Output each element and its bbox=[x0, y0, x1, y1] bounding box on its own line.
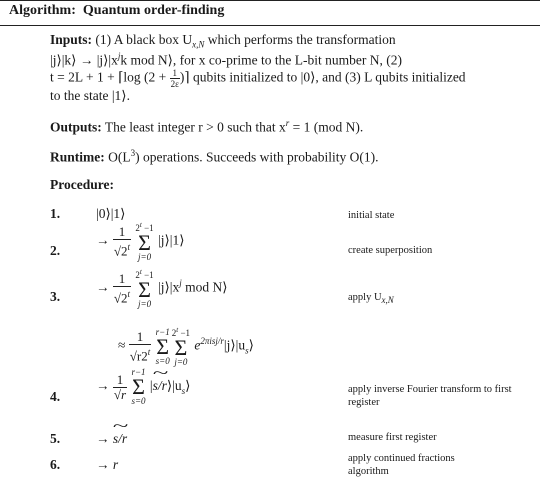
step-4-note: apply inverse Fourier transform to first register bbox=[348, 384, 512, 408]
step-4-sum: r−1 Σ s=0 bbox=[131, 367, 146, 406]
title-rule bbox=[0, 25, 540, 26]
step-3-approximation: ≈ $\frac{1}{√r2^t}$ r−1 Σ s=0 $2^t -1$ Σ j=0 $e^{2\pi isj/r}|j⟩|u_s⟩$ bbox=[118, 326, 254, 367]
runtime-label: Runtime: bbox=[50, 149, 105, 165]
algorithm-name: Quantum order-finding bbox=[82, 3, 225, 18]
outputs-line: Outputs: The least integer r > 0 such that $x^r = 1$ (mod N). bbox=[50, 118, 364, 135]
outputs-label: Outputs: bbox=[50, 119, 102, 135]
top-rule bbox=[0, 0, 540, 1]
step-2-note: create superposition bbox=[348, 245, 433, 256]
step-1-note: initial state bbox=[348, 210, 395, 221]
step-5-number: 5. bbox=[50, 431, 61, 446]
step-5-expression: → ~ s/r bbox=[96, 431, 127, 447]
approx-sum-s: r−1 Σ s=0 bbox=[155, 326, 170, 366]
step-3-fraction: $\frac{1}{√2^t}$ bbox=[113, 270, 131, 306]
inputs-label: Inputs: bbox=[50, 32, 93, 47]
step-1-expression: |0⟩|1⟩ bbox=[96, 206, 126, 221]
step-5-tilde: ~ s/r bbox=[113, 431, 127, 447]
step-3-expression: → $\frac{1}{√2^t}$ $2^t -1$ Σ j=0 $|j⟩|x^j$ mod N⟩ bbox=[96, 268, 228, 309]
step-4-fraction: $\frac{1}{√r}$ bbox=[113, 371, 127, 402]
step-3-number: 3. bbox=[50, 289, 61, 304]
epsilon-fraction: $\frac{1}{2\varepsilon}$ bbox=[170, 68, 179, 89]
step-4-expression: → $\frac{1}{√r}$ r−1 Σ s=0 |~ $s/r⟩|u_s⟩$ bbox=[96, 368, 190, 406]
step-6-note: apply continued fractions algorithm bbox=[348, 453, 455, 477]
step-2-sum: $2^t -1$ Σ j=0 bbox=[135, 221, 154, 262]
inputs-line-1: Inputs: (1) A black box $U_{x,N}$ which performs the transformation bbox=[50, 32, 396, 50]
inputs-line-2: |j⟩|k⟩ → $|j⟩|x^jk$ mod N⟩, for x co-prime to the L-bit number N, (2) bbox=[50, 51, 402, 68]
step-1-number: 1. bbox=[50, 206, 61, 221]
step-5-note: measure first register bbox=[348, 432, 437, 443]
inputs-line-3: t = 2L + 1 + ⌈log (2 + $\frac{1}{2\varepsilon}$ )⌉ qubits initialized to |0⟩, and (3) L qubits initialized bbox=[50, 68, 466, 89]
step-6-expression: → r bbox=[96, 457, 119, 472]
inputs-line-4: to the state |1⟩. bbox=[50, 88, 130, 103]
approx-sum-j: $2^t -1$ Σ j=0 bbox=[171, 326, 191, 367]
algorithm-title bbox=[9, 3, 224, 19]
algorithm-label: Algorithm: bbox=[9, 3, 76, 18]
step-2-fraction: $\frac{1}{√2^t}$ bbox=[113, 223, 131, 259]
approx-fraction: $\frac{1}{√r2^t}$ bbox=[129, 328, 151, 364]
step-6-number: 6. bbox=[50, 457, 61, 472]
step-2-number: 2. bbox=[50, 243, 61, 258]
step-2-expression: → $\frac{1}{√2^t}$ $2^t -1$ Σ j=0 |j⟩|1⟩ bbox=[96, 221, 185, 262]
procedure-label: Procedure: bbox=[50, 177, 114, 192]
step-4-number: 4. bbox=[50, 389, 61, 404]
runtime-line: Runtime: $O(L^3)$ operations. Succeeds with probability O(1). bbox=[50, 148, 379, 165]
step-3-note: apply $U_{x,N}$ bbox=[348, 292, 394, 306]
step-4-tilde: ~ s/r bbox=[153, 378, 167, 394]
step-3-sum: $2^t -1$ Σ j=0 bbox=[135, 268, 154, 309]
